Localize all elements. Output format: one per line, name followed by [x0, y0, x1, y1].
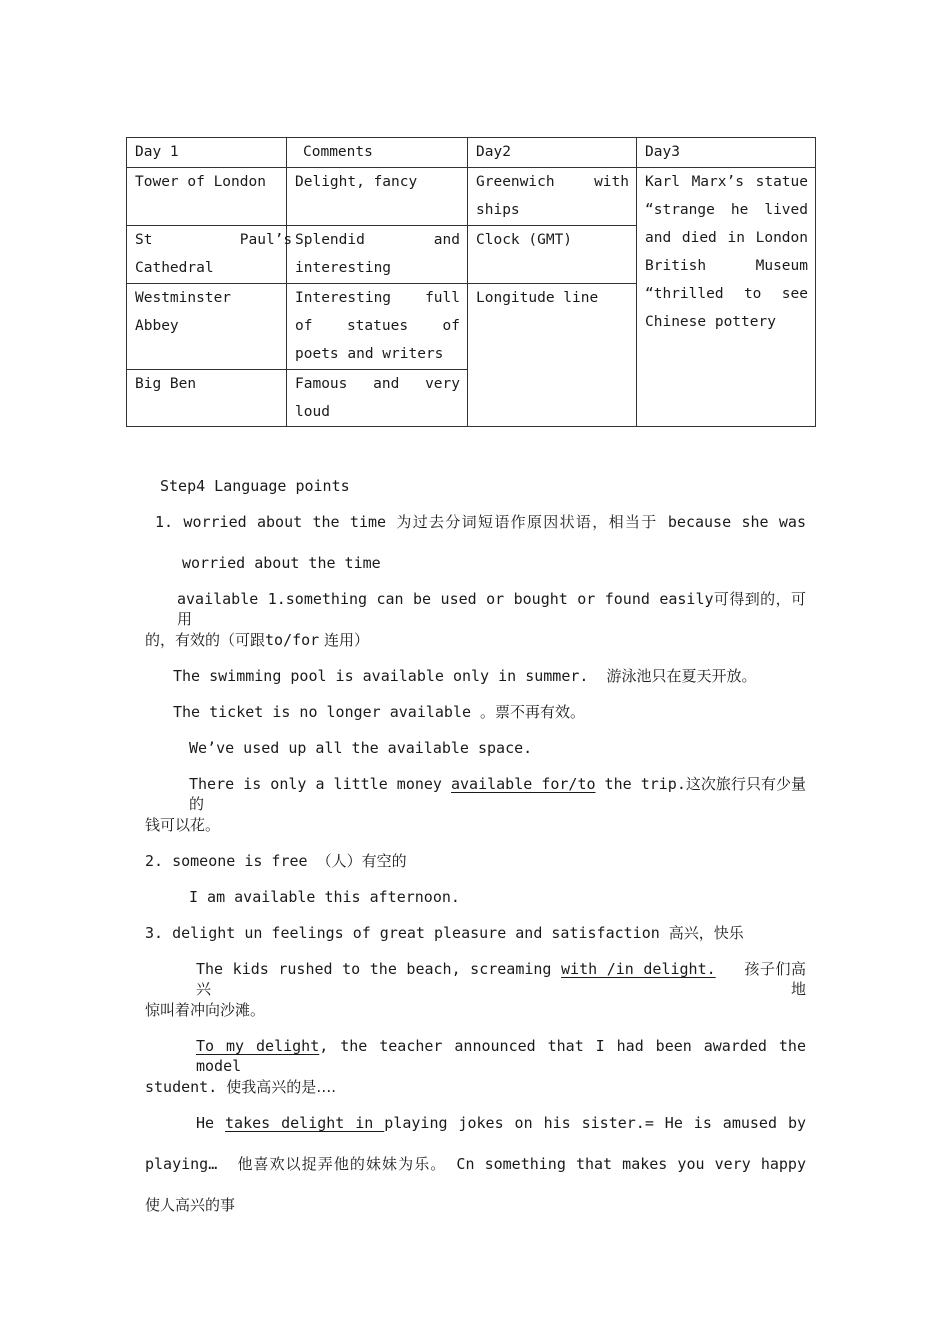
comment-cell: Splendid and interesting: [287, 226, 468, 284]
point3-example-3-end: 使人高兴的事: [145, 1196, 236, 1214]
available-example-4-cont: 钱可以花。: [145, 816, 221, 834]
available-example-1: The swimming pool is available only in summer. 游泳池只在夏天开放。: [173, 667, 757, 685]
available-example-4: There is only a little money available for/to the trip.这次旅行只有少量的: [189, 775, 806, 813]
itinerary-table: [126, 137, 816, 427]
day3-cell: Karl Marx’s statue “strange he lived and died in London British Museum “thrilled to see Chinese pottery: [645, 174, 808, 330]
day2-cell: Longitude line: [468, 284, 637, 427]
header-day3: Day3: [637, 138, 815, 168]
header-comments: Comments: [287, 138, 468, 168]
comment-cell: Interesting full of statues of poets and writers: [287, 284, 468, 370]
header-day2: Day2: [468, 138, 637, 168]
point3-example-2: To my delight, the teacher announced that I had been awarded the model: [196, 1037, 806, 1075]
point3-example-1: The kids rushed to the beach, screaming with /in delight. 孩子们高兴地: [196, 960, 806, 998]
point3-example-3: He takes delight in playing jokes on his sister.= He is amused by: [196, 1114, 807, 1132]
available-definition-cont: 的，有效的（可跟to/for 连用）: [145, 631, 369, 649]
day1-cell: Big Ben: [127, 370, 287, 427]
available-definition: available 1.something can be used or bought or found easily可得到的，可用: [177, 590, 806, 628]
point1-line1: 1. worried about the time 为过去分词短语作原因状语，相当于 because she was: [155, 513, 806, 531]
available-example-3: We’ve used up all the available space.: [189, 739, 533, 757]
comment-cell: Delight, fancy: [287, 168, 468, 226]
day2-cell: Greenwich with ships: [468, 168, 637, 226]
point3-example-2-cont: student. 使我高兴的是….: [145, 1078, 337, 1096]
step-title: Step4 Language points: [160, 477, 350, 495]
point3-heading: 3. delight un feelings of great pleasure and satisfaction 高兴，快乐: [145, 924, 744, 942]
point3-example-3-cont: playing… 他喜欢以捉弄他的妹妹为乐。 Cn something that makes you very happy: [145, 1155, 806, 1173]
day1-cell: St Paul’s Cathedral: [127, 226, 287, 284]
point1-line2: worried about the time: [182, 554, 381, 572]
day1-cell: Tower of London: [127, 168, 287, 226]
day2-cell: Clock (GMT): [468, 226, 637, 284]
point2-example: I am available this afternoon.: [189, 888, 460, 906]
point2-line: 2. someone is free （人）有空的: [145, 852, 407, 870]
comment-cell: Famous and very loud: [287, 370, 468, 427]
day1-cell: Westminster Abbey: [127, 284, 287, 370]
available-example-2: The ticket is no longer available 。票不再有效。: [173, 703, 586, 721]
point3-example-1-cont: 惊叫着冲向沙滩。: [145, 1001, 266, 1019]
header-day1: Day 1: [127, 138, 287, 168]
